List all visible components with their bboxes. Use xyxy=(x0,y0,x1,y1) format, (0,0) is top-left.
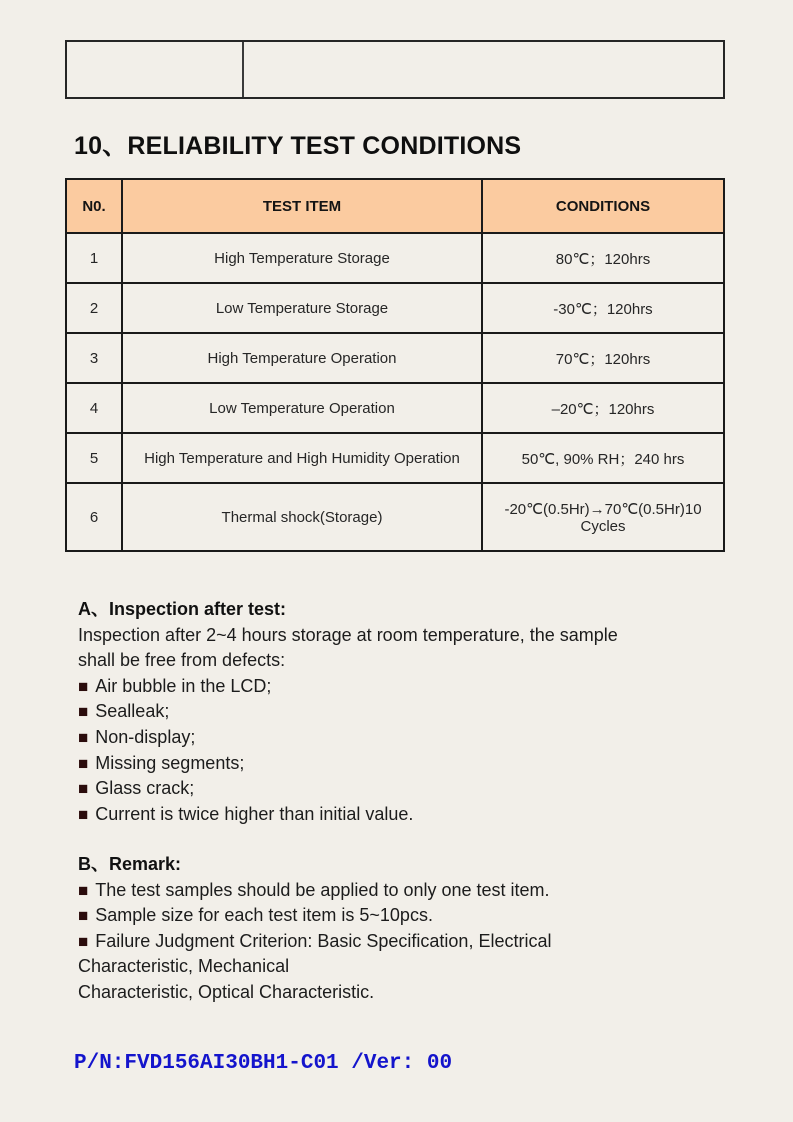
cell-test-item: High Temperature Operation xyxy=(122,333,482,383)
list-item-text: The test samples should be applied to only one test item. xyxy=(95,879,550,900)
table-row xyxy=(66,333,724,383)
list-item xyxy=(78,725,733,751)
section-a-intro-line2: shall be free from defects: xyxy=(78,650,286,671)
list-item-continuation: Characteristic, Mechanical xyxy=(78,956,290,977)
table-row xyxy=(66,383,724,433)
section-a-intro-line1: Inspection after 2~4 hours storage at room temperature, the sample xyxy=(78,624,618,645)
cell-conditions: 80℃；120hrs xyxy=(482,233,724,283)
cell-test-item: Thermal shock(Storage) xyxy=(122,483,482,551)
cell-conditions: 50℃, 90% RH；240 hrs xyxy=(482,433,724,483)
table-row xyxy=(66,433,724,483)
section-a-heading: A、Inspection after test: xyxy=(78,599,287,619)
list-item-text: Current is twice higher than initial value. xyxy=(95,803,414,824)
bullet-square-icon: ■ xyxy=(78,906,89,926)
table-row xyxy=(66,283,724,333)
table-header-row xyxy=(66,179,724,233)
col-header-test-item: TEST ITEM xyxy=(122,179,482,233)
cell-conditions: –20℃；120hrs xyxy=(482,383,724,433)
table-row xyxy=(66,483,724,551)
list-item-text: Sample size for each test item is 5~10pcs. xyxy=(95,905,433,926)
list-item xyxy=(78,674,733,700)
list-item xyxy=(78,699,733,725)
cell-test-item: Low Temperature Operation xyxy=(122,383,482,433)
title-block-box xyxy=(65,40,725,99)
list-item-text: Glass crack; xyxy=(95,778,195,799)
cell-no: 1 xyxy=(66,233,122,283)
cell-test-item: Low Temperature Storage xyxy=(122,283,482,333)
cell-conditions: 70℃；120hrs xyxy=(482,333,724,383)
bullet-square-icon: ■ xyxy=(78,779,89,799)
bullet-square-icon: ■ xyxy=(78,931,89,951)
list-item-text: Failure Judgment Criterion: Basic Specification, Electrical xyxy=(95,930,552,951)
list-item-text: Sealleak; xyxy=(95,701,170,722)
list-item xyxy=(78,802,733,828)
list-item xyxy=(78,878,733,904)
cell-conditions: -20℃(0.5Hr)→70℃(0.5Hr)10 Cycles xyxy=(482,483,724,551)
bullet-square-icon: ■ xyxy=(78,880,89,900)
cell-no: 2 xyxy=(66,283,122,333)
list-item xyxy=(78,929,733,955)
cell-no: 6 xyxy=(66,483,122,551)
title-block-left-cell xyxy=(67,42,244,97)
cell-no: 3 xyxy=(66,333,122,383)
list-item-text: Missing segments; xyxy=(95,752,245,773)
cell-no: 5 xyxy=(66,433,122,483)
section-inspection-after-test xyxy=(78,597,733,827)
cell-no: 4 xyxy=(66,383,122,433)
cell-conditions: -30℃；120hrs xyxy=(482,283,724,333)
section-remark xyxy=(78,852,733,1006)
col-header-no: N0. xyxy=(66,179,122,233)
list-item xyxy=(78,776,733,802)
cell-test-item: High Temperature and High Humidity Operation xyxy=(122,433,482,483)
bullet-square-icon: ■ xyxy=(78,804,89,824)
bullet-square-icon: ■ xyxy=(78,702,89,722)
list-item-continuation: Characteristic, Optical Characteristic. xyxy=(78,981,375,1002)
title-block-right-cell xyxy=(244,42,723,97)
list-item xyxy=(78,903,733,929)
page-title: 10、RELIABILITY TEST CONDITIONS xyxy=(74,132,522,160)
cell-test-item: High Temperature Storage xyxy=(122,233,482,283)
bullet-square-icon: ■ xyxy=(78,727,89,747)
table-row xyxy=(66,233,724,283)
part-number: P/N:FVD156AI30BH1-C01 /Ver: 00 xyxy=(74,1052,453,1075)
bullet-square-icon: ■ xyxy=(78,753,89,773)
list-item-text: Non-display; xyxy=(95,726,196,747)
bullet-square-icon: ■ xyxy=(78,676,89,696)
col-header-conditions: CONDITIONS xyxy=(482,179,724,233)
list-item xyxy=(78,751,733,777)
list-item-text: Air bubble in the LCD; xyxy=(95,675,272,696)
reliability-table xyxy=(65,178,725,552)
section-b-heading: B、Remark: xyxy=(78,854,182,874)
